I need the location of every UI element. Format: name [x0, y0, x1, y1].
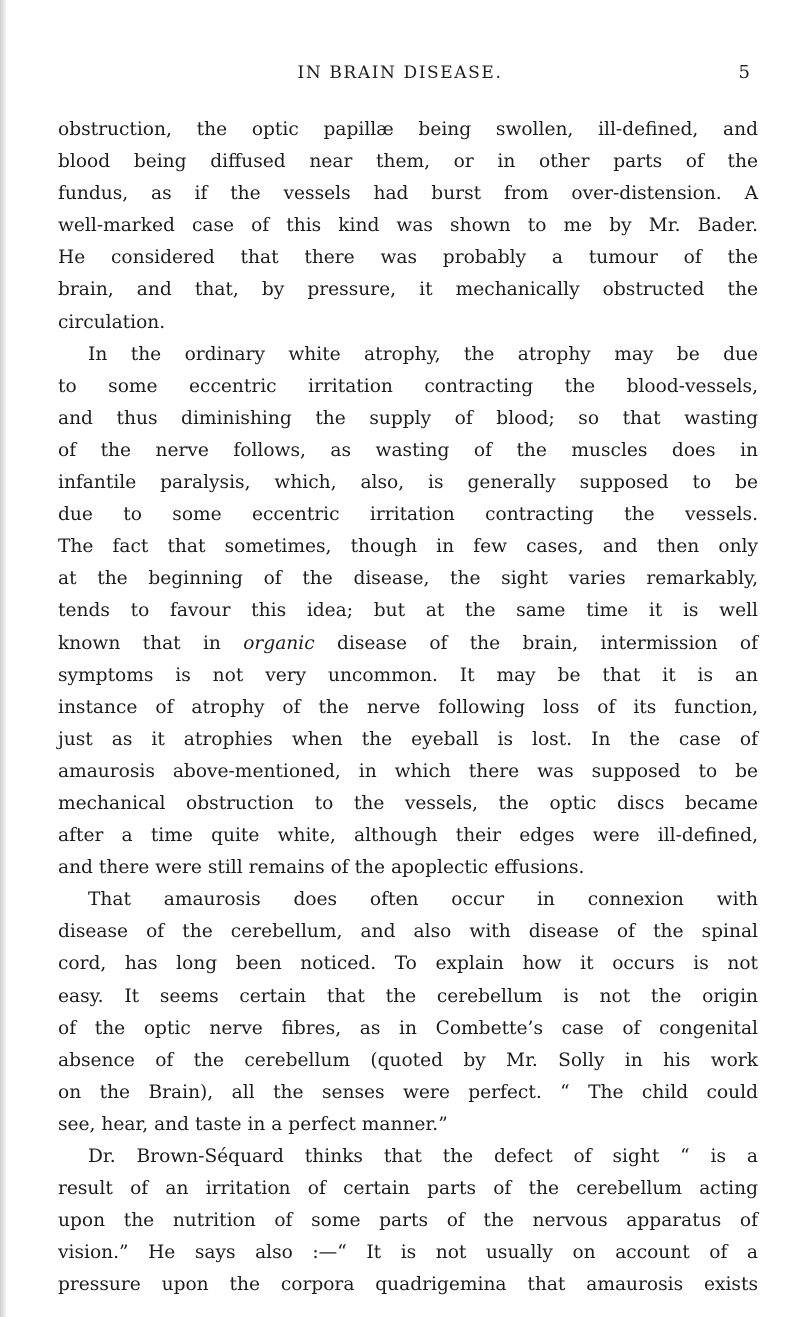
text-line: mechanical obstruction to the vessels, the optic discs became [58, 792, 758, 814]
body-text [58, 114, 758, 1301]
text-line: well-marked case of this kind was shown to me by Mr. Bader. [58, 215, 758, 237]
text-line: and thus diminishing the supply of blood; so that wasting [58, 407, 758, 429]
text-line: instance of atrophy of the nerve following loss of its function, [58, 696, 758, 718]
text-line-with-emphasis [58, 628, 758, 660]
text-line: pressure upon the corpora quadrigemina that amaurosis exists [58, 1274, 758, 1296]
text-line: absence of the cerebellum (quoted by Mr. Solly in his work [58, 1049, 758, 1071]
text-line: obstruction, the optic papillæ being swollen, ill-defined, and [58, 119, 758, 140]
text-line: In the ordinary white atrophy, the atrophy may be due [88, 343, 758, 365]
running-title: IN BRAIN DISEASE. [297, 63, 503, 83]
text-line: at the beginning of the disease, the sight varies remarkably, [58, 568, 758, 590]
text-line: fundus, as if the vessels had burst from over-distension. A [58, 183, 758, 205]
text-line: see, hear, and taste in a perfect manner.” [58, 1113, 448, 1135]
page-binding-edge [0, 0, 6, 1317]
text-line: The fact that sometimes, though in few cases, and then only [58, 536, 758, 558]
text-line: just as it atrophies when the eyeball is lost. In the case of [58, 728, 758, 750]
emphasis-organic: organic [243, 632, 315, 654]
text-line: on the Brain), all the senses were perfect. “ The child could [58, 1081, 758, 1103]
text-line: due to some eccentric irritation contracting the vessels. [58, 504, 758, 526]
text-line: circulation. [58, 311, 166, 333]
text-line: of the nerve follows, as wasting of the muscles does in [58, 439, 758, 461]
text-line: cord, has long been noticed. To explain how it occurs is not [58, 953, 758, 975]
text-line: brain, and that, by pressure, it mechanically obstructed the [58, 279, 758, 301]
running-head [0, 58, 800, 88]
text-line: tends to favour this idea; but at the same time it is well [58, 600, 758, 622]
text-line: disease of the cerebellum, and also with disease of the spinal [58, 921, 758, 943]
text-line: infantile paralysis, which, also, is generally supposed to be [58, 472, 758, 494]
text-line: He considered that there was probably a tumour of the [58, 247, 758, 269]
text-line: after a time quite white, although their edges were ill-defined, [58, 825, 758, 847]
text-line: upon the nutrition of some parts of the nervous apparatus of [58, 1210, 758, 1232]
text-segment: disease of the brain, intermission of [314, 632, 758, 654]
text-line: of the optic nerve fibres, as in Combette’s case of congenital [58, 1017, 758, 1039]
text-line: Dr. Brown-Séquard thinks that the defect of sight “ is a [88, 1146, 758, 1167]
text-line: result of an irritation of certain parts of the cerebellum acting [58, 1178, 758, 1200]
text-line: easy. It seems certain that the cerebellum is not the origin [58, 985, 758, 1007]
page-number: 5 [738, 62, 750, 83]
text-line: and there were still remains of the apoplectic effusions. [58, 857, 585, 879]
text-segment: known that in [58, 632, 244, 654]
text-line: amaurosis above-mentioned, in which there was supposed to be [58, 760, 758, 782]
text-line: That amaurosis does often occur in connexion with [88, 889, 758, 911]
text-line: to some eccentric irritation contracting the blood-vessels, [58, 375, 758, 397]
text-line: blood being diffused near them, or in other parts of the [58, 151, 758, 173]
text-line: vision.” He says also :—“ It is not usually on account of a [58, 1242, 758, 1264]
text-line: symptoms is not very uncommon. It may be that it is an [58, 664, 758, 686]
